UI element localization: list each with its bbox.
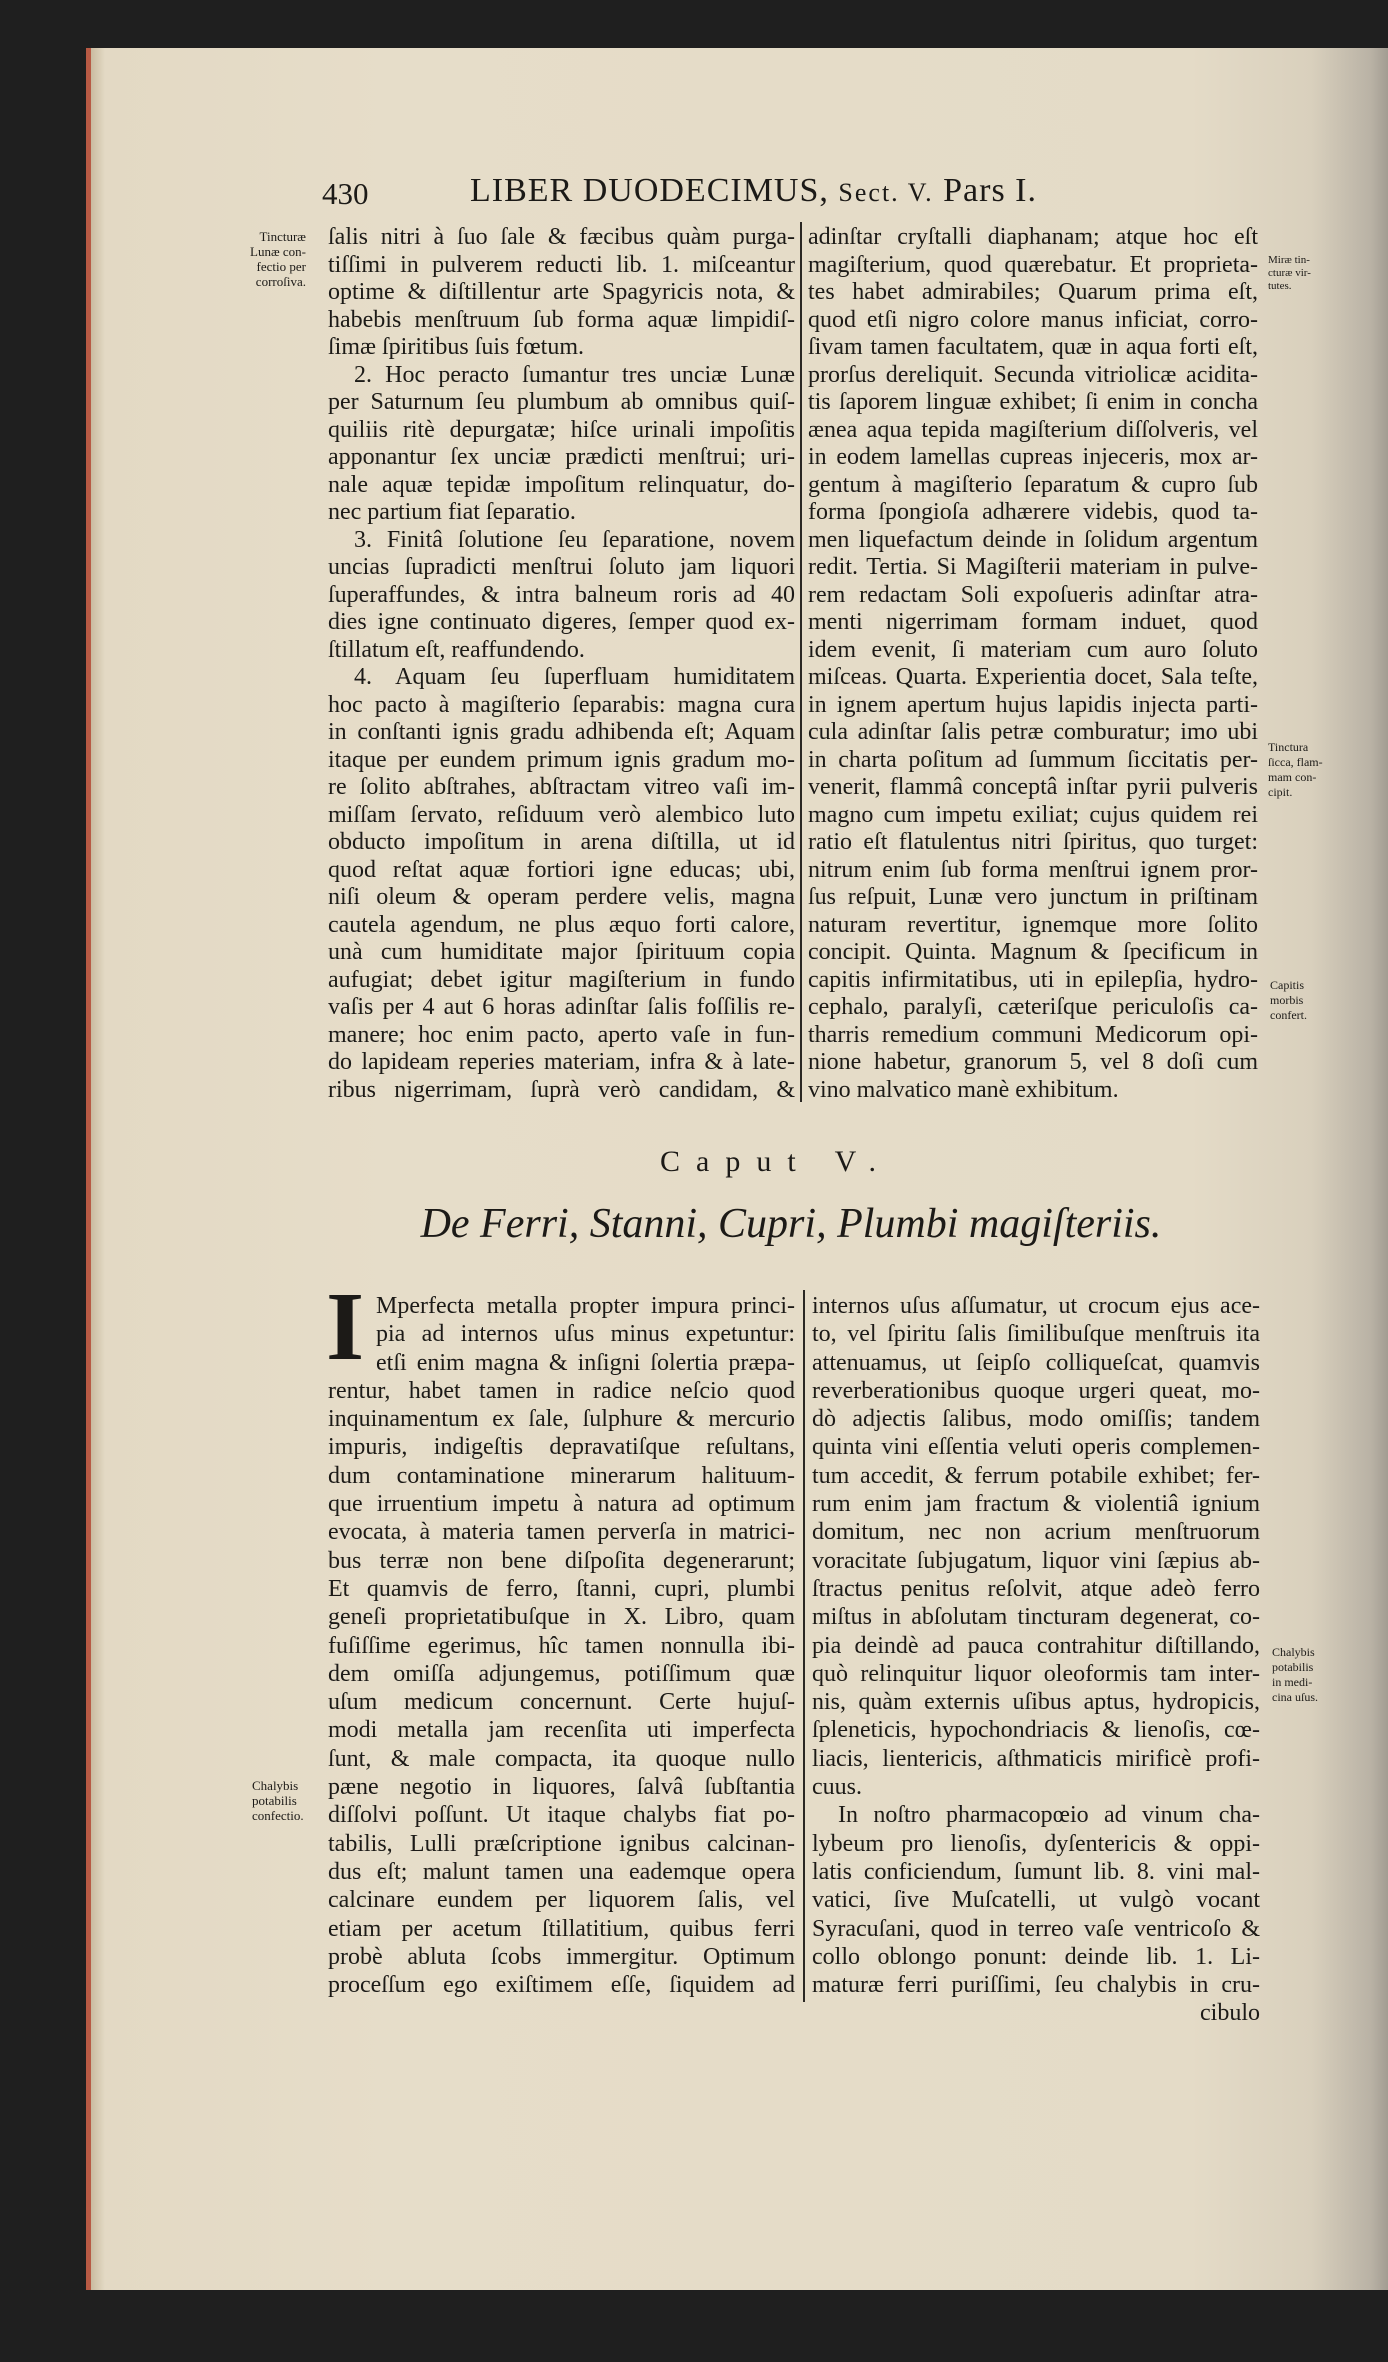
text-line: cula adinſtar ſalis petræ comburatur; imo ubi xyxy=(808,719,1258,745)
text-line: miſtus in abſolutam tincturam degenerat, co- xyxy=(812,1604,1260,1631)
text-line: quiliis ritè depurgatæ; hiſce urinali impoſitis xyxy=(328,416,795,443)
margin-note-line: potabilis xyxy=(1272,1660,1314,1674)
text-line: pia ad internos uſus minus expetuntur: xyxy=(376,1321,795,1348)
text-line: quod etſi nigro colore manus inficiat, corro- xyxy=(808,306,1258,333)
text-line: collo oblongo ponunt: deinde lib. 1. Li- xyxy=(812,1943,1260,1970)
margin-note-line: Tinctura xyxy=(1268,740,1309,754)
margin-note-line: confert. xyxy=(1270,1008,1307,1022)
text-line: nitrum enim ſub forma menſtrui ignem pror- xyxy=(808,856,1258,883)
text-line: idem evenit, ſi materiam cum auro ſoluto xyxy=(808,636,1258,663)
margin-note-capitis-morbis xyxy=(1270,978,1307,1023)
text-line: Syracuſani, quod in terreo vaſe ventricoſo & xyxy=(812,1915,1260,1942)
text-line: prorſus dereliquit. Secunda vitriolicæ acidita- xyxy=(808,361,1258,388)
text-line: quò relinquitur liquor oleoformis tam inter- xyxy=(812,1660,1260,1687)
margin-note-line: ſicca, flam- xyxy=(1268,755,1323,769)
margin-note-mirae-virtutes xyxy=(1268,254,1311,293)
text-line: dies igne continuato digeres, ſemper quod ex- xyxy=(328,609,795,635)
text-line: quod reſtat aquæ fortiori igne educas; ubi, xyxy=(328,856,795,883)
text-line: tes habet admirabiles; Quarum prima eſt, xyxy=(808,279,1258,305)
text-line: in charta poſitum ad ſummum ſiccitatis per- xyxy=(808,746,1258,773)
text-line: unà cum humiditate major ſpirituum copia xyxy=(328,939,795,965)
text-line: nis, quàm externis uſibus aptus, hydropicis, xyxy=(812,1689,1260,1716)
text-line: modi metalla jam recenſita uti imperfecta xyxy=(328,1717,795,1744)
text-line: diſſolvi poſſunt. Ut itaque chalybs fiat po- xyxy=(328,1802,795,1829)
text-line: dum contaminatione minerarum halituum- xyxy=(328,1462,795,1489)
text-line: inquinamentum ex ſale, ſulphure & mercurio xyxy=(328,1406,795,1433)
text-line: habebis menſtruum ſub forma aquæ limpidiſ- xyxy=(328,306,795,333)
top-right-column xyxy=(808,224,1258,1104)
text-line: domitum, nec non acrium menſtruorum xyxy=(812,1519,1260,1546)
text-line: Et quamvis de ferro, ſtanni, cupri, plumbi xyxy=(328,1575,795,1602)
text-line: nec partium fiat ſeparatio. xyxy=(328,499,576,525)
column-rule xyxy=(803,1290,805,2002)
text-line: quinta vini eſſentia veluti operis complemen- xyxy=(812,1434,1260,1461)
margin-note-line: in medi- xyxy=(1272,1675,1313,1689)
running-head: LIBER DUODECIMUS, Sect. V. Pars I. xyxy=(470,172,1038,209)
text-line: vaſis per 4 aut 6 horas adinſtar ſalis foſſilis re- xyxy=(328,994,795,1020)
text-line: manere; hoc enim pacto, aperto vaſe in fun- xyxy=(328,1021,795,1048)
text-line: ſivam tamen facultatem, quæ in aqua forti eſt, xyxy=(808,334,1258,360)
text-line: ſus reſpuit, Lunæ vero junctum in priſtinam xyxy=(808,884,1258,910)
text-line: nione habetur, granorum 5, vel 8 doſi cum xyxy=(808,1049,1258,1075)
text-line: redit. Tertia. Si Magiſterii materiam in pulve- xyxy=(808,554,1258,580)
text-line: bus terræ non bene diſpoſita degenerarunt; xyxy=(328,1547,795,1574)
text-line: miſceas. Quarta. Experientia docet, Sala teſte, xyxy=(808,664,1258,690)
text-line: aufugiat; debet igitur magiſterium in fundo xyxy=(328,966,795,993)
bottom-right-column xyxy=(812,1292,1260,2028)
chapter-label: Caput V. xyxy=(660,1145,892,1178)
text-line: In noſtro pharmacopœio ad vinum cha- xyxy=(838,1802,1260,1829)
text-line: to, vel ſpiritu ſalis ſimilibuſque menſtruis ita xyxy=(812,1321,1260,1348)
text-line: fuſiſſime egerimus, hîc tamen nonnulla ibi- xyxy=(328,1632,795,1659)
text-line: tharris remedium communi Medicorum opi- xyxy=(808,1021,1258,1048)
text-line: tabilis, Lulli præſcriptione ignibus calcinan- xyxy=(328,1830,795,1857)
text-line: uſum medicum concernunt. Certe hujuſ- xyxy=(328,1689,795,1716)
text-line: nale aquæ tepidæ impoſitum relinquatur, do- xyxy=(328,471,795,498)
margin-note-line: cipit. xyxy=(1268,785,1293,799)
text-line: ſimæ ſpiritibus ſuis fœtum. xyxy=(328,334,585,360)
text-line: itaque per eundem primum ignis gradum mo- xyxy=(328,746,795,773)
text-line: gentum à magiſterio ſeparatum & cupro ſub xyxy=(808,471,1258,498)
text-line: magno cum impetu exiliat; cujus quidem rei xyxy=(808,801,1258,828)
text-line: ænea aqua tepida magiſterium diſſolveris, vel xyxy=(808,416,1258,443)
margin-note-line: Lunæ con- xyxy=(250,244,306,259)
margin-note-line: tutes. xyxy=(1268,280,1292,292)
margin-note-line: morbis xyxy=(1270,993,1304,1007)
text-line: etſi enim magna & inſigni ſolertia præpa- xyxy=(376,1349,795,1376)
margin-note-chalybis-confectio xyxy=(252,1778,304,1823)
text-line: obducto impoſitum in arena diſtilla, ut id xyxy=(328,829,795,855)
margin-note-line: potabilis xyxy=(252,1793,297,1808)
text-line: ſpleneticis, hypochondriacis & lienoſis, cœ- xyxy=(812,1717,1260,1744)
catchword: cibulo xyxy=(1200,2000,1260,2027)
text-line: vatici, ſive Muſcatelli, ut vulgò vocant xyxy=(812,1887,1260,1914)
text-line: cautela agendum, ne plus æquo forti calore, xyxy=(328,911,795,938)
text-line: menti nigerrimam formam induet, quod xyxy=(808,609,1258,635)
margin-note-line: confectio. xyxy=(252,1808,304,1823)
text-line: magiſterium, quod quærebatur. Et proprieta- xyxy=(808,251,1258,278)
bottom-left-column xyxy=(328,1292,795,1999)
text-line: reverberationibus quoque urgeri queat, mo- xyxy=(812,1377,1260,1404)
text-line: vino malvatico manè exhibitum. xyxy=(808,1076,1119,1103)
text-line: ſtillatum eſt, reaffundendo. xyxy=(328,636,585,663)
text-line: 2. Hoc peracto ſumantur tres unciæ Lunæ xyxy=(354,361,795,388)
text-line: proceſſum ego exiſtimem eſſe, ſiquidem ad xyxy=(328,1972,795,1999)
text-line: rentur, habet tamen in radice neſcio quod xyxy=(328,1377,795,1404)
text-line: venerit, flammâ conceptâ inſtar pyrii pulveris xyxy=(808,774,1258,800)
text-line: lybeum pro lienoſis, dyſentericis & oppi- xyxy=(812,1830,1260,1857)
margin-note-line: corroſiva. xyxy=(255,274,306,289)
text-line: tis ſaporem linguæ exhibet; ſi enim in concha xyxy=(808,389,1258,415)
text-line: etiam per acetum ſtillatitium, quibus ferri xyxy=(328,1915,795,1942)
text-line: pia deindè ad pauca contrahitur diſtillando, xyxy=(812,1632,1260,1659)
text-line: forma ſpongioſa adhærere videbis, quod ta- xyxy=(808,499,1258,525)
margin-note-line: cturæ vir- xyxy=(1268,267,1311,279)
text-line: attenuamus, ut ſeipſo colliqueſcat, quamvis xyxy=(812,1349,1260,1376)
text-line: rem redactam Soli expoſueris adinſtar atra- xyxy=(808,581,1258,608)
text-line: tiſſimi in pulverem reducti lib. 1. miſceantur xyxy=(328,251,795,278)
margin-note-tinctura-lunae xyxy=(250,229,306,289)
text-line: concipit. Quinta. Magnum & ſpecificum in xyxy=(808,939,1258,965)
text-line: in conſtanti ignis gradu adhibenda eſt; Aquam xyxy=(328,719,795,745)
margin-note-line: mam con- xyxy=(1268,770,1317,784)
text-line: calcinare eundem per liquorem ſalis, vel xyxy=(328,1887,795,1914)
text-line: 4. Aquam ſeu ſuperfluam humiditatem xyxy=(354,664,795,690)
text-line: apponantur ſex unciæ prædicti menſtrui; uri- xyxy=(328,444,795,470)
margin-note-line: Capitis xyxy=(1270,978,1305,992)
running-title: LIBER DUODECIMUS xyxy=(470,172,820,209)
text-line: cephalo, paralyſi, cæteriſque periculoſis ca- xyxy=(808,994,1258,1020)
text-line: evocata, à materia tamen perverſa in matrici- xyxy=(328,1519,795,1546)
text-line: ſalis nitri à ſuo ſale & fæcibus quàm purga- xyxy=(328,224,795,250)
text-line: niſi oleum & operam perdere velis, magna xyxy=(328,884,795,910)
text-line: capitis infirmitatibus, uti in epilepſia, hydro- xyxy=(808,966,1258,993)
text-line: re ſolito abſtrahes, abſtractam vitreo vaſi im- xyxy=(328,774,795,800)
text-line: ribus nigerrimam, ſuprà verò candidam, & xyxy=(328,1076,795,1103)
margin-note-tinctura-sicca xyxy=(1268,740,1323,800)
page-number: 430 xyxy=(322,176,369,211)
text-line: que irruentium impetu à natura ad optimum xyxy=(328,1491,795,1518)
margin-note-line: Chalybis xyxy=(1272,1645,1315,1659)
text-line: pæne negotio in liquores, ſalvâ ſubſtantia xyxy=(328,1774,795,1801)
text-line: latis conficiendum, ſumunt lib. 8. vini mal- xyxy=(812,1858,1260,1885)
text-line: maturæ ferri puriſſimi, ſeu chalybis in cru- xyxy=(812,1972,1260,1999)
text-line: dus eſt; malunt tamen una eademque opera xyxy=(328,1858,795,1885)
text-line: dò adjectis ſalibus, modo omiſſis; tandem xyxy=(812,1406,1260,1433)
text-line: ſtractus penitus reſolvit, atque adeò ferro xyxy=(812,1575,1260,1602)
text-line: naturam revertitur, ignemque more ſolito xyxy=(808,911,1258,938)
running-part: Pars I. xyxy=(943,172,1038,209)
text-line: tum accedit, & ferrum potabile exhibet; fer- xyxy=(812,1462,1260,1489)
text-line: ratio eſt flatulentus nitri ſpiritus, quo turget: xyxy=(808,829,1258,855)
text-line: voracitate ſubjugatum, liquor vini ſæpius ab- xyxy=(812,1547,1260,1574)
text-line: adinſtar cryſtalli diaphanam; atque hoc eſt xyxy=(808,224,1258,250)
text-line: ſuperaffundes, & intra balneum roris ad 40 xyxy=(328,581,795,608)
text-line: in eodem lamellas cupreas injeceris, mox ar- xyxy=(808,444,1258,470)
chapter-title: De Ferri, Stanni, Cupri, Plumbi magiſteriis. xyxy=(420,1201,1162,1247)
margin-note-line: Tincturæ xyxy=(259,229,306,244)
text-line: liacis, lientericis, aſthmaticis mirificè profi- xyxy=(812,1745,1260,1772)
text-line: do lapideam reperies materiam, infra & à late- xyxy=(328,1049,795,1075)
text-line: impuris, indigeſtis depravatiſque reſultans, xyxy=(328,1434,795,1461)
margin-note-line: Chalybis xyxy=(252,1778,299,1793)
text-line: ſunt, & male compacta, ita quoque nullo xyxy=(328,1745,795,1772)
text-line: dem omiſſa adjungemus, potiſſimum quæ xyxy=(328,1660,795,1687)
margin-note-line: Miræ tin- xyxy=(1268,254,1310,266)
margin-note-line: fectio per xyxy=(256,259,306,274)
text-line: in ignem apertum hujus lapidis injecta parti- xyxy=(808,691,1258,718)
margin-note-chalybis-usus xyxy=(1272,1645,1318,1705)
text-line: per Saturnum ſeu plumbum ab omnibus quiſ- xyxy=(328,389,795,415)
column-rule xyxy=(800,222,802,1102)
drop-cap: I xyxy=(326,1273,365,1381)
text-line: optime & diſtillentur arte Spagyricis nota, & xyxy=(328,279,795,305)
text-line: geneſi proprietatibuſque in X. Libro, quam xyxy=(328,1604,795,1631)
text-line: uncias ſupradicti menſtrui ſoluto jam liquori xyxy=(328,554,795,580)
text-line: internos uſus aſſumatur, ut crocum ejus ace- xyxy=(812,1293,1260,1319)
text-line: 3. Finitâ ſolutione ſeu ſeparatione, novem xyxy=(354,526,795,553)
text-line: hoc pacto à magiſterio ſeparabis: magna cura xyxy=(328,691,795,718)
text-line: probè abluta ſcobs immergitur. Optimum xyxy=(328,1943,795,1970)
text-line: Mperfecta metalla propter impura princi- xyxy=(376,1293,795,1319)
text-line: rum enim jam fractum & violentiâ ignium xyxy=(812,1491,1260,1518)
text-line: men liquefactum deinde in ſolidum argentum xyxy=(808,526,1258,553)
margin-note-line: cina uſus. xyxy=(1272,1690,1318,1704)
text-line: cuus. xyxy=(812,1774,862,1801)
top-left-column xyxy=(328,224,795,1104)
running-section: Sect. V. xyxy=(838,178,934,207)
text-line: miſſam ſervato, reſiduum verò alembico luto xyxy=(328,801,795,828)
